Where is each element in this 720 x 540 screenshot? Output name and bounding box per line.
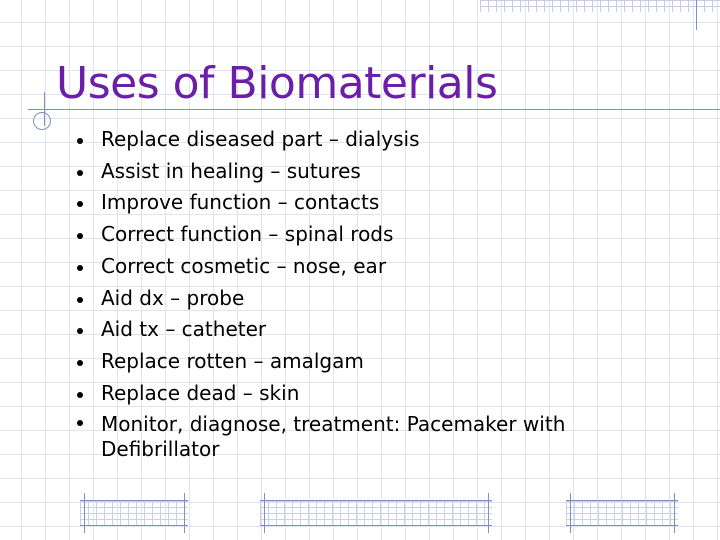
- list-item-text: Correct function – spinal rods: [101, 222, 394, 247]
- list-item-text: Replace rotten – amalgam: [101, 348, 364, 373]
- list-item: [72, 219, 692, 251]
- footer-tick: [184, 493, 185, 533]
- bullet-dot-icon: [77, 170, 83, 176]
- list-item: [72, 409, 692, 462]
- footer-tick: [570, 493, 571, 533]
- list-item: [72, 156, 692, 188]
- bullet-dot-icon: [77, 297, 83, 303]
- list-item: [72, 346, 692, 378]
- list-item-text-line2: Defibrillator: [101, 437, 220, 462]
- list-item: [72, 124, 692, 156]
- list-item: [72, 251, 692, 283]
- bullet-dot-icon: [77, 392, 83, 398]
- bullet-dot-icon: [77, 360, 83, 366]
- list-item: [72, 378, 692, 410]
- bullet-dot-icon: [77, 420, 83, 426]
- list-item-text-line1: Monitor, diagnose, treatment: Pacemaker with: [101, 412, 566, 437]
- list-item-text: Replace diseased part – dialysis: [101, 127, 420, 151]
- footer-tick: [264, 493, 265, 533]
- corner-grid-decoration: [480, 0, 720, 12]
- corner-line-decoration: [696, 0, 697, 30]
- footer-frame-center: [260, 500, 492, 526]
- bullet-list: [72, 124, 692, 462]
- list-item-text: Correct cosmetic – nose, ear: [101, 253, 387, 278]
- bullet-dot-icon: [77, 138, 83, 144]
- bullet-dot-icon: [77, 201, 83, 207]
- footer-tick: [84, 493, 85, 533]
- bullet-dot-icon: [77, 265, 83, 271]
- list-item-text: Improve function – contacts: [101, 190, 380, 215]
- title-underline: [28, 109, 720, 110]
- footer-tick: [674, 493, 675, 533]
- list-item: [72, 187, 692, 219]
- footer-tick: [488, 493, 489, 533]
- bullet-dot-icon: [77, 233, 83, 239]
- list-item: [72, 283, 692, 315]
- list-item: [72, 314, 692, 346]
- list-item-text: Assist in healing – sutures: [101, 158, 361, 183]
- footer-frame-left: [80, 500, 188, 526]
- list-item-text: Replace dead – skin: [101, 380, 300, 405]
- slide-title: Uses of Biomaterials: [56, 58, 498, 109]
- list-item-text: Aid dx – probe: [101, 285, 245, 310]
- footer-frame-right: [566, 500, 678, 526]
- list-item-text: Aid tx – catheter: [101, 317, 267, 342]
- crosshair-circle-icon: [33, 112, 51, 130]
- bullet-dot-icon: [77, 328, 83, 334]
